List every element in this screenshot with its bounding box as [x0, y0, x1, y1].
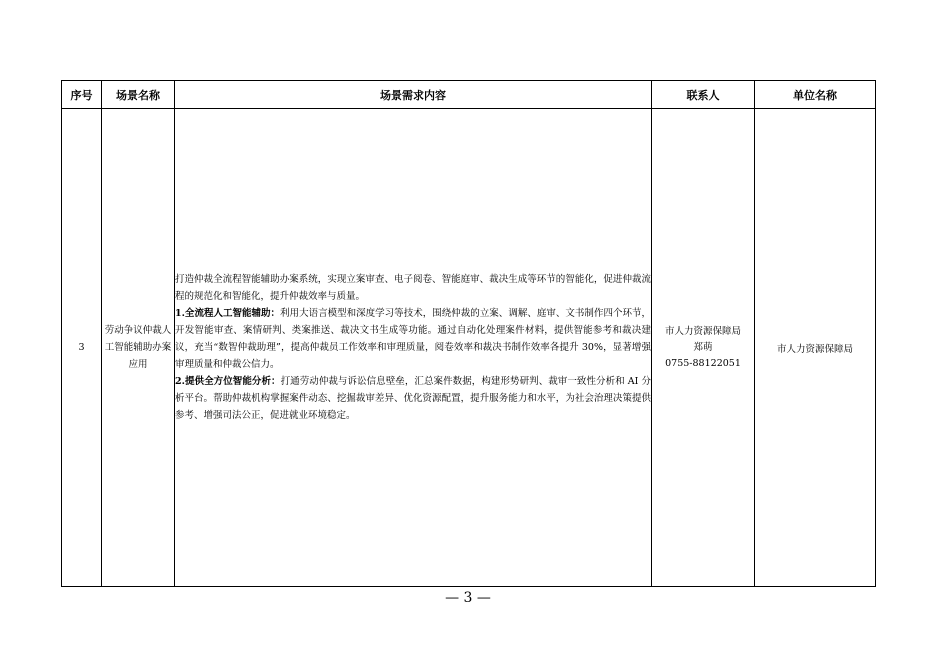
requirement-item-1 [175, 305, 651, 373]
contact-org: 市人力资源保障局 [664, 325, 741, 337]
requirement-item-2 [175, 373, 651, 424]
row-requirement [175, 109, 652, 587]
header-contact: 联系人 [652, 81, 755, 109]
table-row [62, 109, 876, 587]
row-contact [652, 109, 755, 587]
requirement-item-1-text: 利用大语言模型和深度学习等技术，围绕仲裁的立案、调解、庭审、文书制作四个环节，开发智能审查、案情研判、类案推送、裁决文书生成等功能。通过自动化处理案件材料，提供智能参考和裁决建议，充当“数智仲裁助理”，提高仲裁员工作效率和审理质量，阅卷效率和裁决书制作效率各提升 30%，显著增强审理质量和仲裁公信力。 [175, 308, 651, 370]
table-header-row [62, 81, 876, 109]
header-serial: 序号 [62, 81, 102, 109]
scenario-table [61, 80, 876, 587]
requirement-intro: 打造仲裁全流程智能辅助办案系统，实现立案审查、电子阅卷、智能庭审、裁决生成等环节的智能化，促进仲裁流程的规范化和智能化，提升仲裁效率与质量。 [175, 274, 651, 302]
row-serial: 3 [62, 109, 102, 587]
requirement-item-2-text: 打通劳动仲裁与诉讼信息壁垒，汇总案件数据，构建形势研判、裁审一致性分析和 AI 分析平台。帮助仲裁机构掌握案件动态、挖掘裁审差异、优化资源配置，提升服务能力和水平，为社会治理决策提供参考、增强司法公正，促进就业环境稳定。 [175, 376, 651, 421]
row-scenario-name: 劳动争议仲裁人工智能辅助办案应用 [102, 109, 175, 587]
requirement-item-2-title: 2.提供全方位智能分析： [175, 376, 281, 387]
row-unit: 市人力资源保障局 [755, 109, 876, 587]
page-number: — 3 — [445, 590, 491, 606]
header-scenario-name: 场景名称 [102, 81, 175, 109]
header-requirement: 场景需求内容 [175, 81, 652, 109]
header-unit: 单位名称 [755, 81, 876, 109]
contact-phone: 0755-88122051 [665, 357, 741, 369]
contact-person: 郑萌 [693, 341, 713, 353]
requirement-item-1-title: 1.全流程人工智能辅助： [175, 308, 281, 319]
